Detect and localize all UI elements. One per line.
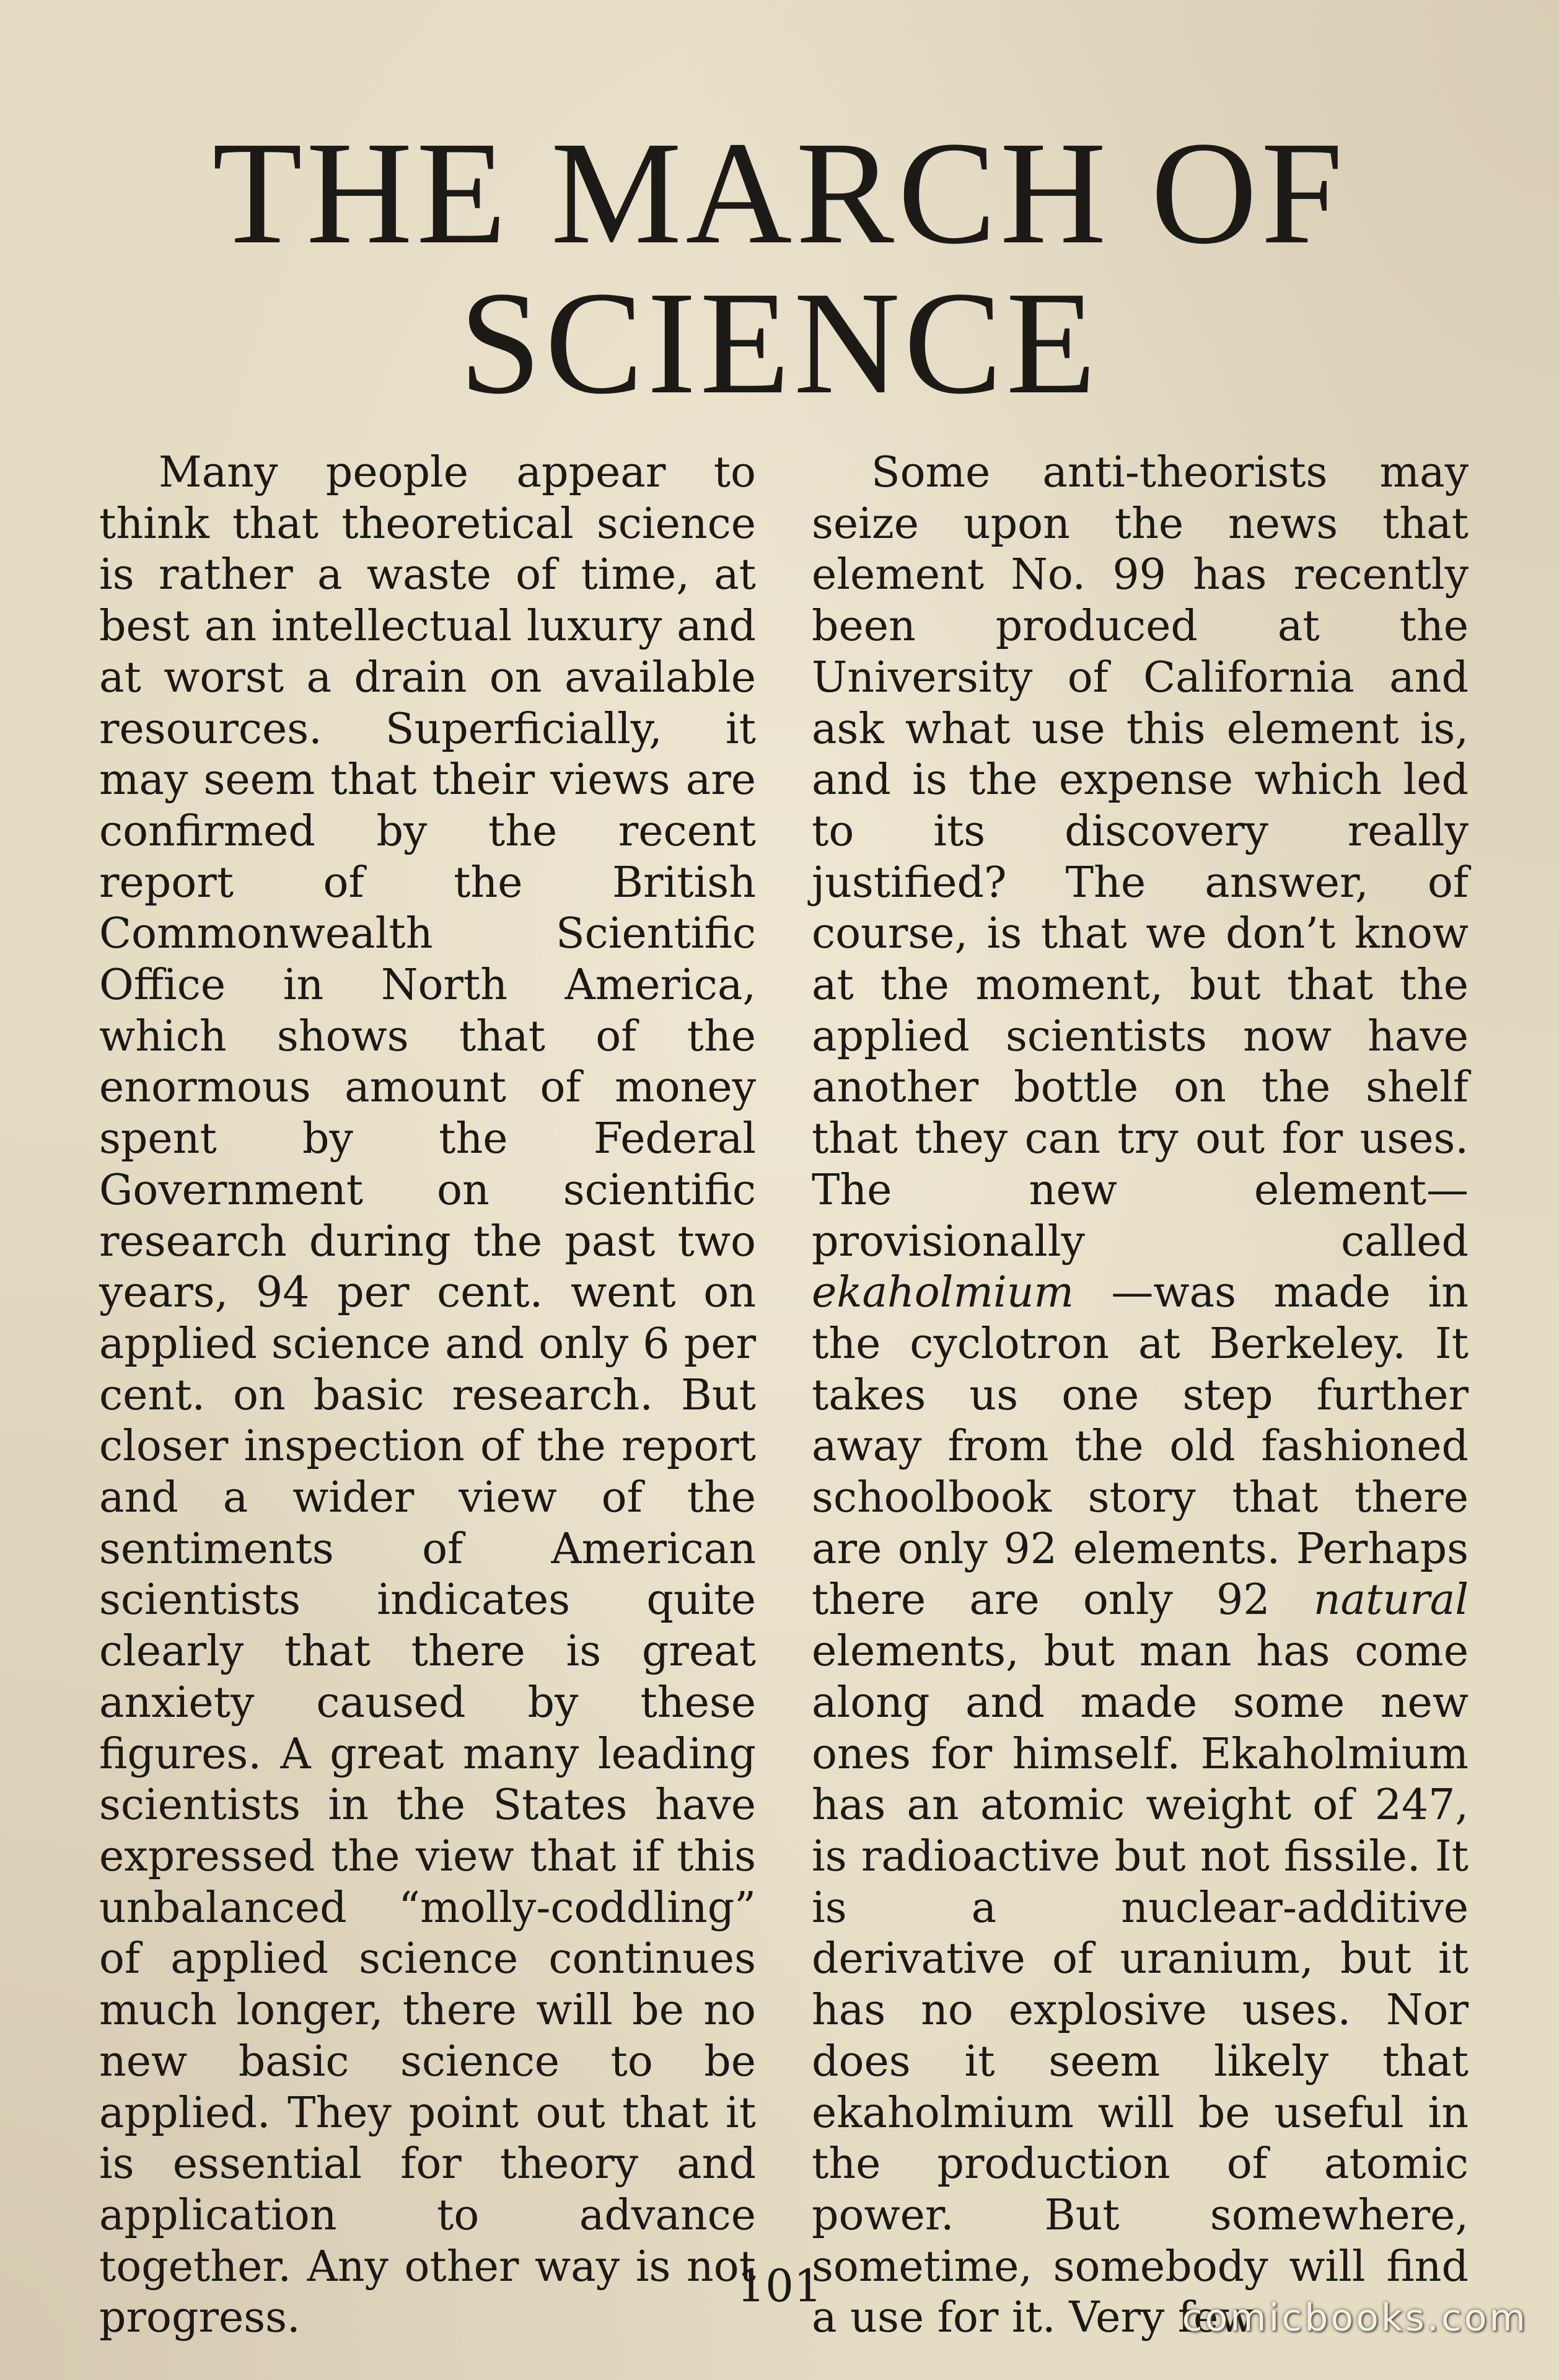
article-column-right: [812, 447, 1469, 2344]
site-watermark: comicbooks.com: [1182, 2296, 1528, 2340]
italic-term-ekaholmium: ekaholmium: [812, 1268, 1074, 1318]
right-column-paragraph: [812, 447, 1469, 2344]
right-text-part-2: —was made in the cyclotron at Berkeley. It takes us one step further away from the old fashioned schoolbook story that there are only 92 elements. Perhaps there are only 92: [812, 1268, 1469, 1625]
article-title-line-2: SCIENCE: [459, 262, 1100, 425]
right-text-part-3: elements, but man has come along and made some new ones for himself. Ekaholmium has an atomic weight of 247, is radioactive but not fissile. It is a nuclear-additive derivative of uranium, but it has no explosive uses. Nor does it seem likely that ekaholmium will be useful in the production of atomic power. But somewhere, sometime, somebody will find a use for it. Very few: [812, 1627, 1469, 2343]
article-column-left: [99, 447, 756, 2344]
page-number: 101: [737, 2260, 822, 2312]
italic-term-natural: natural: [1313, 1576, 1469, 1625]
right-text-part-1: Some anti-theorists may seize upon the news that element No. 99 has recently been produced at the University of California and ask what use this element is, and is the expense which led to its discovery really justified? The answer, of course, is that we don’t know at the moment, but that the applied scientists now have another bottle on the shelf that they can try out for uses. The new element—provisionally called: [812, 448, 1469, 1266]
article-title-line-1: THE MARCH OF: [212, 112, 1347, 275]
left-column-paragraph: Many people appear to think that theoretical science is rather a waste of time, at best an intellectual luxury and at worst a drain on available resources. Superficially, it may seem that their views are confirmed by the recent report of the British Commonwealth Scientific Office in North America, which shows that of the enormous amount of money spent by the Federal Government on scientific research during the past two years, 94 per cent. went on applied science and only 6 per cent. on basic research. But closer inspection of the report and a wider view of the sentiments of American scientists indicates quite clearly that there is great anxiety caused by these figures. A great many leading scientists in the States have expressed the view that if this unbalanced “molly-coddling” of applied science continues much longer, there will be no new basic science to be applied. They point out that it is essential for theory and application to advance together. Any other way is not progress.: [99, 448, 756, 2343]
